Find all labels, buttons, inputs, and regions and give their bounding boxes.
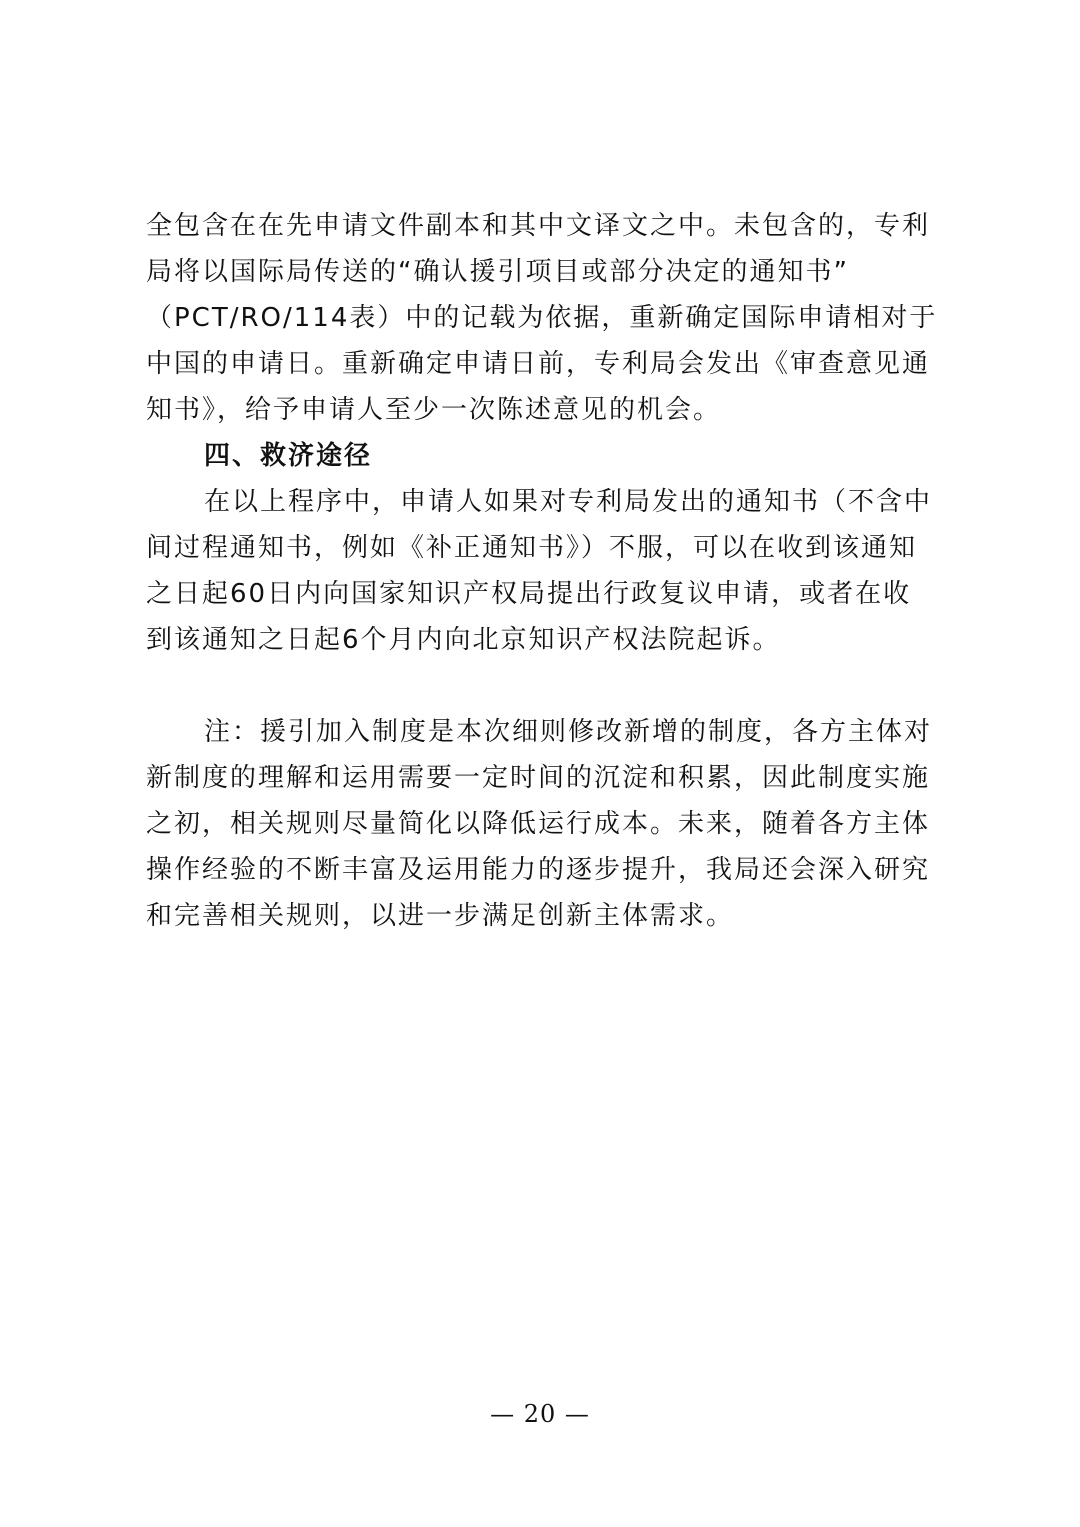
- page-body: [146, 203, 946, 939]
- paragraph-continuation: [146, 203, 946, 433]
- text-line: 知书》，给予申请人至少一次陈述意见的机会。: [146, 395, 722, 425]
- text-line: 局将以国际局传送的“确认援引项目或部分决定的通知书”: [146, 257, 849, 287]
- page-number: — 20 —: [490, 1400, 590, 1428]
- text-line: 间过程通知书，例如《补正通知书》）不服，可以在收到该通知: [146, 533, 918, 563]
- text-line: （PCT/RO/114表）中的记载为依据，重新确定国际申请相对于: [146, 303, 938, 333]
- note-block: [146, 709, 946, 939]
- text-line: 全包含在在先申请文件副本和其中文译文之中。未包含的，专利: [146, 211, 931, 241]
- note-paragraph: [146, 709, 946, 939]
- text-line: 之日起60日内向国家知识产权局提出行政复议申请，或者在收: [146, 579, 912, 609]
- text-line: 到该通知之日起6个月内向北京知识产权法院起诉。: [146, 625, 781, 655]
- text-line: 之初，相关规则尽量简化以降低运行成本。未来，随着各方主体: [146, 809, 931, 839]
- text-line: 在以上程序中，申请人如果对专利局发出的通知书（不含中: [204, 487, 933, 517]
- text-line: 操作经验的不断丰富及运用能力的逐步提升，我局还会深入研究: [146, 855, 931, 885]
- text-line: 新制度的理解和运用需要一定时间的沉淀和积累，因此制度实施: [146, 763, 931, 793]
- section-heading: 四、救济途径: [204, 441, 373, 471]
- text-line: 注：援引加入制度是本次细则修改新增的制度，各方主体对: [204, 717, 933, 747]
- paragraph-remedy: [146, 479, 946, 663]
- text-line: 和完善相关规则，以进一步满足创新主体需求。: [146, 901, 735, 931]
- text-line: 中国的申请日。重新确定申请日前，专利局会发出《审查意见通: [146, 349, 931, 379]
